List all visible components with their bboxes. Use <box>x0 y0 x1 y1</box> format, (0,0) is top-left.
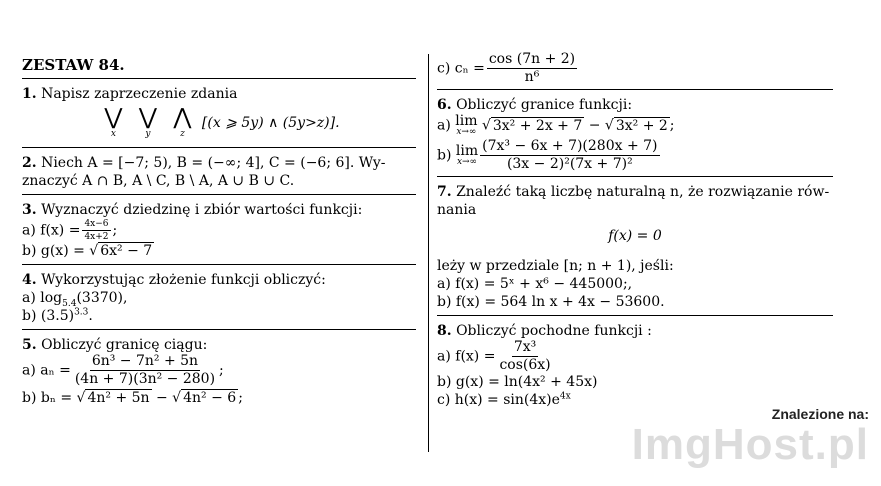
task-number: 5. <box>22 337 37 353</box>
task-1-formula <box>22 107 416 139</box>
column-divider <box>428 54 429 452</box>
task-1 <box>22 85 416 139</box>
task-text: leży w przedziale [n; n + 1), jeśli: <box>437 258 674 274</box>
task-number: 6. <box>437 97 452 113</box>
task-5-a: a) aₙ = $\frac{\text{6n³ − 7n² + 5n}}{\text{(4n + 7)(3n² − 280)}}$ ; <box>22 353 224 387</box>
task-number: 7. <box>437 184 452 200</box>
task-6-a: a) lim x→∞ √ 3x² + 2x + 7 − √ 3x² + 2 ; <box>437 113 675 137</box>
task-4-b: b) $(3.5)^{3.3}$. <box>22 307 93 324</box>
formula: [(x ⩾ 5y) ∧ (5y>z)]. <box>201 115 340 131</box>
task-8 <box>437 322 833 409</box>
divider <box>437 176 833 177</box>
task-number: 3. <box>22 202 37 218</box>
task-3-a: a) f(x) = $\frac{4x-6}{4x+2}$ ; <box>22 219 118 242</box>
task-5 <box>22 336 416 407</box>
task-text: Niech A = [−7; 5), B = (−∞; 4], C = (−6; 6]. Wy- <box>41 155 386 171</box>
task-text: Znaleźć taką liczbę naturalną n, że rozwiązanie rów- <box>456 184 830 200</box>
task-text: Wykorzystując złożenie funkcji obliczyć: <box>41 272 326 288</box>
task-2 <box>22 154 416 190</box>
watermark-logo: ImgHost.pl <box>631 420 869 469</box>
right-column <box>437 46 833 409</box>
task-5-c: c) cₙ = $\frac{\cos (7n + 2)}{\text{n⁶}}$ <box>437 51 576 85</box>
quantifier: ⋀ z <box>173 105 192 139</box>
divider <box>22 329 416 330</box>
task-text: Obliczyć granicę ciągu: <box>41 337 208 353</box>
task-number: 2. <box>22 155 37 171</box>
task-8-b: b) g(x) = ln(4x² + 45x) <box>437 374 598 390</box>
task-3-b: b) g(x) = √ 6x² − 7 <box>22 243 153 259</box>
task-number: 4. <box>22 272 37 288</box>
task-6-b: b) lim x→∞ $\frac{\text{(7x³ − 6x + 7)(280x + 7)}}{\text{(3x − 2)²(7x + 7)²}}$ <box>437 138 658 172</box>
task-7-a: a) f(x) = 5ˣ + x⁶ − 445000;, <box>437 276 633 292</box>
task-text: znaczyć A ∩ B, A \ C, B \ A, A ∪ B ∪ C. <box>22 173 295 189</box>
watermark-label: Znalezione na: <box>771 406 869 422</box>
task-8-a: a) f(x) = $\frac{\text{7x³}}{\cos(6x)}$ <box>437 339 551 373</box>
task-4-a: a) $\log_{5.4}(3370)$, <box>22 290 128 309</box>
quantifier: ⋁ y <box>138 105 157 139</box>
task-text: Napisz zaprzeczenie zdania <box>41 86 238 102</box>
task-4 <box>22 271 416 325</box>
divider <box>22 147 416 148</box>
task-8-c: c) $h(x) = \sin(4x)e^{4x}$ <box>437 391 571 408</box>
divider <box>22 264 416 265</box>
task-5-b: b) bₙ = √ 4n² + 5n − √ 4n² − 6 ; <box>22 390 243 406</box>
task-text: nania <box>437 202 477 218</box>
page-title: ZESTAW 84. <box>22 56 125 74</box>
equation: f(x) = 0 <box>608 228 662 244</box>
task-text: Wyznaczyć dziedzinę i zbiór wartości funkcji: <box>41 202 363 218</box>
divider <box>437 89 833 90</box>
divider <box>437 315 833 316</box>
task-number: 1. <box>22 86 37 102</box>
task-7-b: b) f(x) = 564 ln x + 4x − 53600. <box>437 294 665 310</box>
quantifier: ⋁ x <box>104 105 123 139</box>
task-6 <box>437 96 833 172</box>
task-text: Obliczyć pochodne funkcji : <box>456 323 652 339</box>
left-column <box>22 46 416 407</box>
task-number: 8. <box>437 323 452 339</box>
task-text: Obliczyć granice funkcji: <box>456 97 633 113</box>
divider <box>22 78 416 79</box>
divider <box>22 194 416 195</box>
task-7 <box>437 183 833 311</box>
task-3 <box>22 201 416 260</box>
